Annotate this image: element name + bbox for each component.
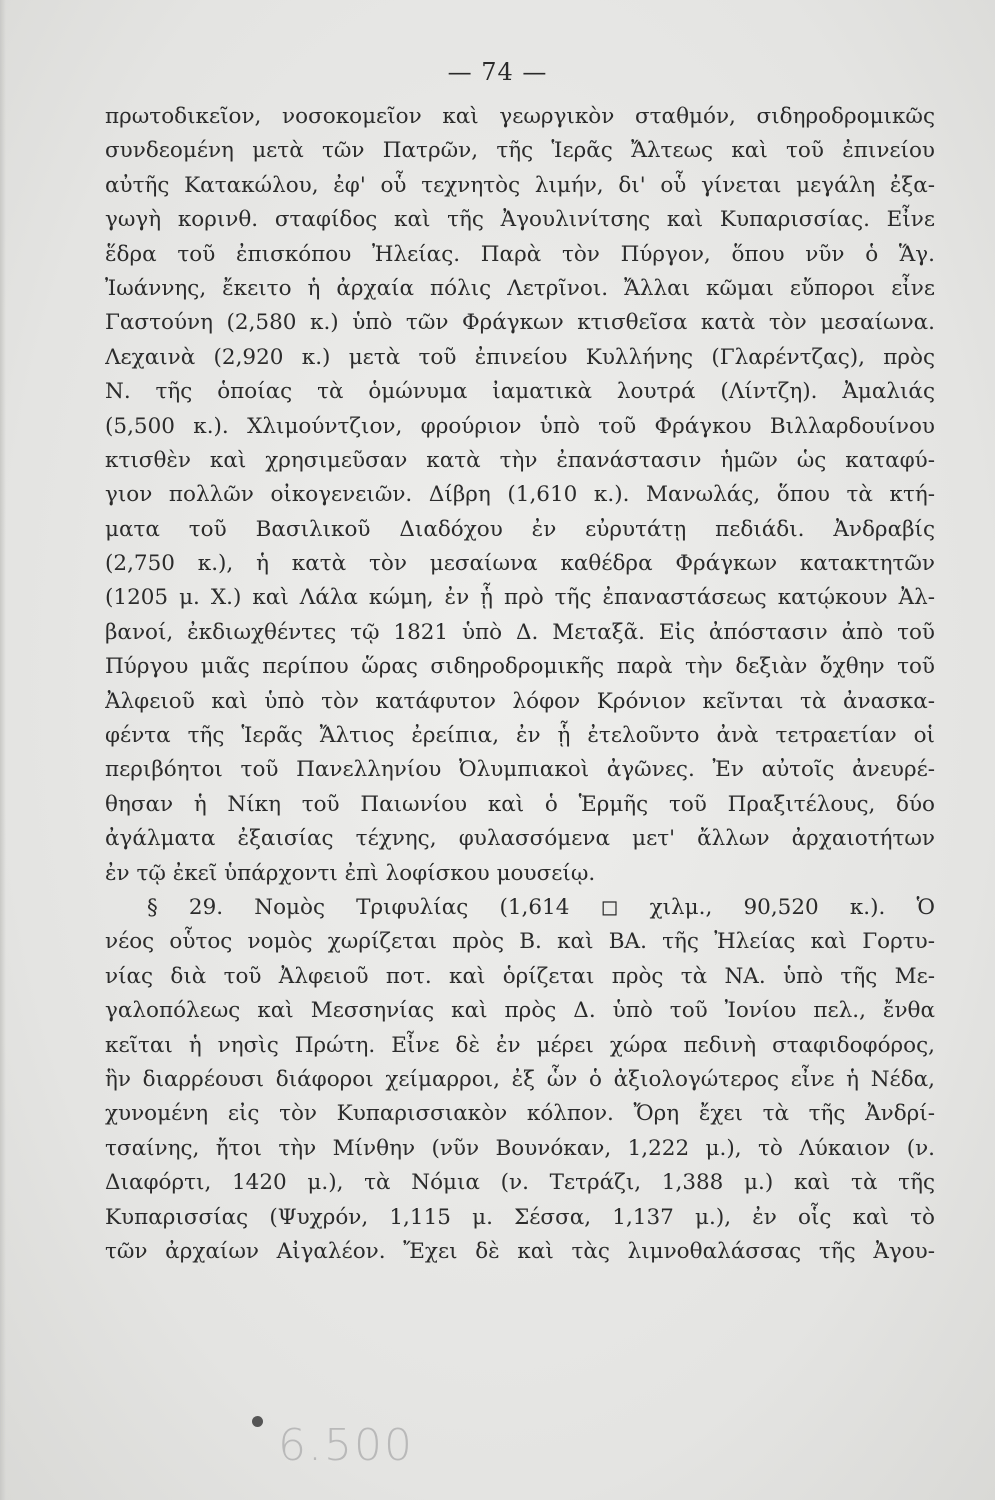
text-line: κεῖται ἡ νησὶς Πρώτη. Εἶνε δὲ ἐν μέρει χώρα πεδινὴ σταφιδοφόρος,	[105, 1032, 935, 1058]
text-line: γαλοπόλεως καὶ Μεσσηνίας καὶ πρὸς Δ. ὑπὸ τοῦ Ἰονίου πελ., ἔνθα	[105, 998, 935, 1024]
text-line: Γαστούνη (2,580 κ.) ὑπὸ τῶν Φράγκων κτισθεῖσα κατὰ τὸν μεσαίωνα.	[105, 310, 935, 336]
text-line: ματα τοῦ Βασιλικοῦ Διαδόχου ἐν εὐρυτάτῃ πεδιάδι. Ἀνδραβίς	[105, 516, 935, 542]
text-line: Λεχαινὰ (2,920 κ.) μετὰ τοῦ ἐπινείου Κυλλήνης (Γλαρέντζας), πρὸς	[105, 344, 935, 370]
text-line: (1205 μ. Χ.) καὶ Λάλα κώμη, ἐν ᾗ πρὸ τῆς ἐπαναστάσεως κατῴκουν Ἀλ-	[105, 585, 935, 611]
page-number: — 74 —	[447, 58, 548, 86]
text-line: περιβόητοι τοῦ Πανελληνίου Ὀλυμπιακοὶ ἀγῶνες. Ἐν αὐτοῖς ἀνευρέ-	[105, 757, 935, 783]
text-line: ἐν τῷ ἐκεῖ ὑπάρχοντι ἐπὶ λοφίσκου μουσείῳ.	[105, 860, 596, 886]
text-line: κτισθὲν καὶ χρησιμεῦσαν κατὰ τὴν ἐπανάστασιν ἡμῶν ὡς καταφύ-	[105, 447, 935, 473]
text-line: Διαφόρτι, 1420 μ.), τὰ Νόμια (ν. Τετράζι, 1,388 μ.) καὶ τὰ τῆς	[105, 1170, 935, 1196]
text-line: γιον πολλῶν οἰκογενειῶν. Δίβρη (1,610 κ.). Μανωλάς, ὅπου τὰ κτή-	[105, 482, 935, 508]
body-text	[105, 100, 935, 1269]
text-line: φέντα τῆς Ἱερᾶς Ἄλτιος ἐρείπια, ἐν ᾗ ἐτελοῦντο ἀνὰ τετραετίαν οἱ	[105, 723, 935, 749]
text-line: βανοί, ἐκδιωχθέντες τῷ 1821 ὑπὸ Δ. Μεταξᾶ. Εἰς ἀπόστασιν ἀπὸ τοῦ	[105, 619, 935, 645]
text-line: Πύργου μιᾶς περίπου ὥρας σιδηροδρομικῆς παρὰ τὴν δεξιὰν ὄχθην τοῦ	[105, 654, 935, 680]
text-line: Ν. τῆς ὁποίας τὰ ὁμώνυμα ἰαματικὰ λουτρά (Λίντζη). Ἀμαλιάς	[105, 379, 935, 405]
handwritten-note: 6.500	[278, 1420, 414, 1471]
text-line: συνδεομένη μετὰ τῶν Πατρῶν, τῆς Ἱερᾶς Ἄλτεως καὶ τοῦ ἐπινείου	[105, 138, 935, 164]
text-line: τσαίνης, ἤτοι τὴν Μίνθην (νῦν Βουνόκαν, 1,222 μ.), τὸ Λύκαιον (ν.	[105, 1135, 935, 1161]
text-line: γωγὴ κορινθ. σταφίδος καὶ τῆς Ἀγουλινίτσης καὶ Κυπαρισσίας. Εἶνε	[105, 207, 935, 233]
text-line: ἣν διαρρέουσι διάφοροι χείμαρροι, ἐξ ὧν ὁ ἀξιολογώτερος εἶνε ἡ Νέδα,	[105, 1066, 935, 1092]
text-line: (2,750 κ.), ἡ κατὰ τὸν μεσαίωνα καθέδρα Φράγκων κατακτητῶν	[105, 551, 935, 577]
text-line: ἕδρα τοῦ ἐπισκόπου Ἠλείας. Παρὰ τὸν Πύργον, ὅπου νῦν ὁ Ἅγ.	[105, 241, 935, 267]
section-heading-line: § 29. Νομὸς Τριφυλίας (1,614 ◻ χιλμ., 90,520 κ.). Ὁ	[147, 894, 935, 920]
text-line: (5,500 κ.). Χλιμούντζιον, φρούριον ὑπὸ τοῦ Φράγκου Βιλλαρδουίνου	[105, 413, 935, 439]
text-line: χυνομένη εἰς τὸν Κυπαρισσιακὸν κόλπον. Ὄρη ἔχει τὰ τῆς Ἀνδρί-	[105, 1101, 935, 1127]
text-line: νίας διὰ τοῦ Ἀλφειοῦ ποτ. καὶ ὁρίζεται πρὸς τὰ ΝΑ. ὑπὸ τῆς Με-	[105, 963, 935, 989]
text-line: αὐτῆς Κατακώλου, ἐφ' οὗ τεχνητὸς λιμήν, δι' οὗ γίνεται μεγάλη ἐξα-	[105, 172, 935, 198]
text-line: Ἰωάννης, ἔκειτο ἡ ἀρχαία πόλις Λετρῖνοι. Ἄλλαι κῶμαι εὔποροι εἶνε	[105, 275, 935, 301]
text-line: θησαν ἡ Νίκη τοῦ Παιωνίου καὶ ὁ Ἑρμῆς τοῦ Πραξιτέλους, δύο	[105, 791, 935, 817]
text-line: Κυπαρισσίας (Ψυχρόν, 1,115 μ. Σέσσα, 1,137 μ.), ἐν οἷς καὶ τὸ	[105, 1204, 935, 1230]
text-line: Ἀλφειοῦ καὶ ὑπὸ τὸν κατάφυτον λόφον Κρόνιον κεῖνται τὰ ἀνασκα-	[105, 688, 935, 714]
text-line: τῶν ἀρχαίων Αἰγαλέον. Ἔχει δὲ καὶ τὰς λιμνοθαλάσσας τῆς Ἀγου-	[105, 1238, 935, 1264]
text-line: νέος οὗτος νομὸς χωρίζεται πρὸς Β. καὶ ΒΑ. τῆς Ἠλείας καὶ Γορτυ-	[105, 929, 935, 955]
text-line: ἀγάλματα ἐξαισίας τέχνης, φυλασσόμενα μετ' ἄλλων ἀρχαιοτήτων	[105, 826, 935, 852]
text-line: πρωτοδικεῖον, νοσοκομεῖον καὶ γεωργικὸν σταθμόν, σιδηροδρομικῶς	[105, 104, 935, 129]
page-fold-shadow	[0, 0, 6, 1500]
ink-dot	[252, 1416, 263, 1427]
